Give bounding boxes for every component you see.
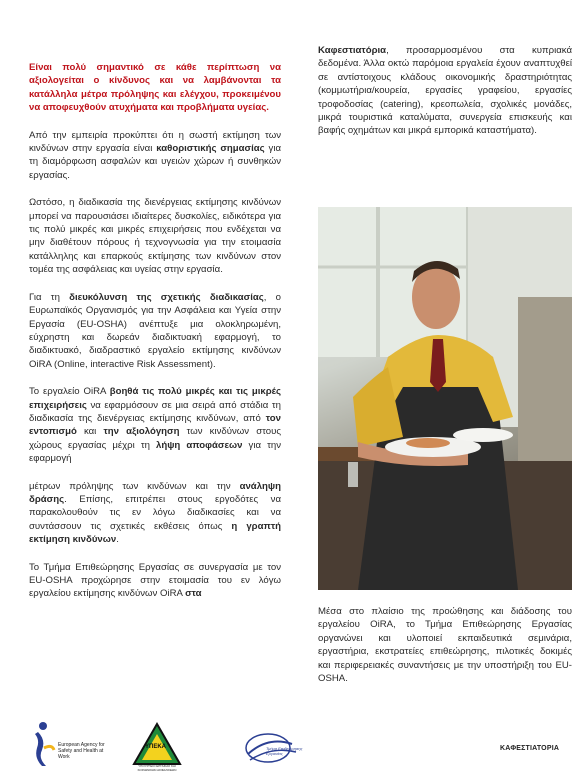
text: Το Τμήμα Επιθεώρησης Εργασίας σε συνεργασία με τον EU-OSHA προχώρησε στην ετοιμασία του εν λόγω εργαλείου εκτίμησης κινδύνων OiRA xyxy=(29,561,281,600)
bold-text: ανάληψη δράσης xyxy=(29,480,281,505)
text: , προσαρμοσμένου στα κυπριακά δεδομένα. Άλλα οκτώ παρόμοια εργαλεία έχουν αναπτυχθεί σε αντίστοιχους κλάδους οικονομικής δραστηριότητας (κομμωτήρια/κουρεία, εργασίες γραφείου, εργασίες τροφοδοσίας (catering), κρεοπωλεία, σχολικές μονάδες, μικρά τουριστικά καταλύματα, συνεργεία επισκευής και βαφής οχημάτων και μικρά εμπορικά καταστήματα). xyxy=(318,45,572,137)
photo-caption: Μέσα στο πλαίσιο της προώθησης και διάδοσης του εργαλείου OiRA, το Τμήμα Επιθεώρησης Εργασίας οργανώνει και υλοποιεί εκπαιδευτικά σεμινάρια, εργαστήρια, εκστρατείες επιθεώρησης, πιλοτικές δοκιμές και περιφερειακές συναντήσεις με την υποστήριξη του EU-OSHA. xyxy=(318,606,572,685)
text: των κινδύνων στους χώρους εργασίας μέχρι τη xyxy=(29,426,281,451)
waiter-photo xyxy=(318,207,572,590)
bold-text: η γραπτή εκτίμηση κινδύνων xyxy=(29,520,281,546)
bold-text: λήψη αποφάσεων xyxy=(156,439,243,451)
bold-text: στα xyxy=(185,588,202,600)
ministry-logo xyxy=(132,722,182,772)
bold-text: την αξιολόγηση xyxy=(103,426,180,438)
paragraph-1 xyxy=(29,129,281,183)
paragraph-continuation xyxy=(318,44,572,138)
text: . xyxy=(116,534,119,546)
paragraph-2: Ωστόσο, η διαδικασία της διενέργειας εκτίμησης κινδύνων μπορεί να παρουσιάσει ιδιαίτερες δυσκολίες, ειδικότερα για τις πολύ μικρές και μικρές επιχειρήσεις που ενδέχεται να μην διαθέτουν πόρους ή τεχνογνωσία για την ετοιμασία κατάλληλης και επαρκούς εκτίμησης των κινδύνων στον τομέα της ασφάλειας και υγείας στην εργασία. xyxy=(29,197,281,276)
labour-inspection-logo xyxy=(244,730,304,770)
eu-osha-logo-text: European Agency for Safety and Health at Work xyxy=(58,742,105,760)
text: μέτρων πρόληψης των κινδύνων και την xyxy=(29,480,240,492)
bold-text: διευκόλυνση της σχετικής διαδικασίας xyxy=(69,291,264,303)
paragraph-4 xyxy=(29,385,281,465)
left-column xyxy=(29,61,281,615)
text: Από την εμπειρία προκύπτει ότι η σωστή εκτίμηση των κινδύνων στην εργασία είναι xyxy=(29,129,281,155)
ministry-logo-text: ΥΠΕΚΑ xyxy=(145,744,167,750)
text: , ο Ευρωπαϊκός Οργανισμός για την Ασφάλεια και Υγεία στην Εργασία (EU-OSHA) ανέπτυξε μια ολοκληρωμένη, εύχρηστη και δωρεάν διαδικτυακή εφαρμογή, το διαδικτυακό, διαδραστικό εργαλείο εκτίμησης κινδύνων OiRA (Online, interactive Risk Assessment). xyxy=(29,291,281,370)
intro-highlight: Είναι πολύ σημαντικό σε κάθε περίπτωση να αξιολογείται ο κίνδυνος και να λαμβάνονται τα κατάλληλα μέτρα πρόληψης και ελέγχου, προκειμένου να αποφευχθούν ατυχήματα και προβλήματα υγείας. xyxy=(29,62,281,114)
bold-text: Καφεστιατόρια xyxy=(318,45,387,56)
footer xyxy=(0,720,587,777)
eu-osha-logo xyxy=(32,720,112,768)
text: για την εφαρμογή xyxy=(29,439,282,465)
bold-text: καθοριστικής σημασίας xyxy=(156,143,265,155)
waiter-illustration xyxy=(318,207,572,590)
text: για τη διαμόρφωση ασφαλών και υγειών χώρων ή συνθηκών εργασίας. xyxy=(29,143,281,181)
paragraph-3 xyxy=(29,291,281,371)
bold-text: βοηθά τις πολύ μικρές και τις μικρές επιχειρήσεις xyxy=(29,386,281,411)
paragraph-5 xyxy=(29,480,281,547)
text: Για τη xyxy=(29,291,70,303)
bold-text: τον εντοπισμό xyxy=(29,412,281,438)
text: να εφαρμόσουν σε μια σειρά από στάδια τη διαδικασία της διενέργειας εκτίμησης κινδύνων, από xyxy=(29,399,281,424)
text: Το εργαλείο OiRA xyxy=(29,386,110,398)
text: . Επίσης, επιτρέπει στους εργοδότες να παρακολουθούν τις εν λόγω διαδικασίες και να συντάσσουν τις σχετικές εκθέσεις όπως xyxy=(29,493,281,532)
section-label: ΚΑΦΕΣΤΙΑΤΟΡΙΑ xyxy=(500,745,560,752)
paragraph-6 xyxy=(29,561,281,601)
text: και xyxy=(76,426,104,438)
right-column xyxy=(318,44,572,152)
ministry-logo-subtext: ΥΠΟΥΡΓΕΙΟ ΕΡΓΑΣΙΑΣ ΚΑΙ ΚΟΙΝΩΝΙΚΩΝ ΑΣΦΑΛΙΣΕΩΝ xyxy=(137,764,177,772)
labour-inspection-logo-text: Τμήμα Επιθεώρησης Εργασίας xyxy=(266,746,303,756)
